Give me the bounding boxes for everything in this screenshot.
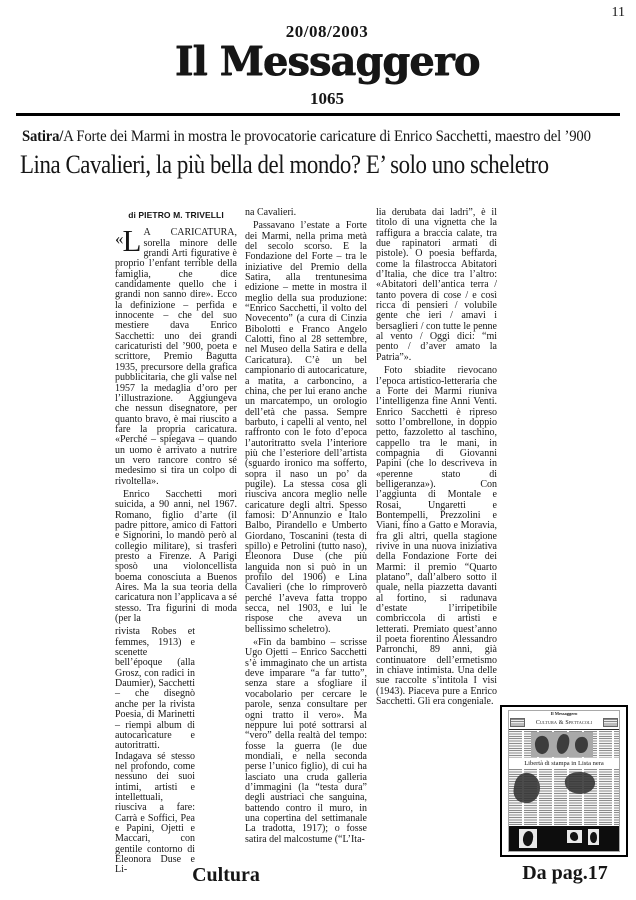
paragraph-4: «Fin da bambino – scrisse Ugo Ojetti – Enrico Sacchetti s’è immaginato che un artista deve imparare “a far tutto”, senza stare a sfogliare il vocabolario per cercare le parole, senza consultare per ogni tratto il vero». Ma neppure lui poté sottrarsi al “vero” della realtà del tempo: fosse la guerra (le due mondiali, e nella seconda perse l’unico figlio), di cui ha lasciato una cruda galleria d’immagini (la “testa dura” degli austriaci che sanguina, battendo contro il muro, in una copertina del settimanale La tradotta, 1917); o fosse satira del malcostume (“L’Ita- <box>245 637 367 845</box>
paragraph-1-text: A CARICATURA, sorella minore delle grandi Arti figurative è proprio l’enfant terrible della famiglia, che dice candidamente quello che i grandi non sanno dire». Ecco la definizione – perfida e innocente – che del suo mestiere dava Enrico Sacchetti: uno dei grandi caricaturisti del ’900, poeta e scrittore, Premio Bagutta 1935, precursore della grafica pubblicitaria, che gli valse nel 1957 la medaglia d’oro per l’illustrazione. Aggiungeva che nessun disegnatore, per quanto bravo, è mai riuscito a fare la propria caricatura. «Perché – spiegava – quando un uomo è arrivato a nutrire un vero rancore contro sé medesimo si tira un colpo di rivoltella». <box>115 227 237 487</box>
thumbnail-headline: Libertà di stampa in Lista nera <box>509 759 619 769</box>
article-body <box>115 208 505 888</box>
paragraph-3: Passavano l’estate a Forte dei Marmi, nella prima metà del secolo scorso. E la Fondazione del Forte – tra le iniziative del Premio della Satira, alla trentunesima edizione – mette in mostra il meglio della sua produzione: “Enrico Sacchetti, il volto del Novecento” (a cura di Cinzia Bibolotti e Franco Angelo Calotti, fino al 28 settembre, nel Museo della Satira e della Caricatura). C’è un bel campionario di autocaricature, a matita, a carboncino, a china, che per lui erano anche un marcatempo, un orologio dell’età che passa. Sempre barbuto, i capelli al vento, nel raffronto con le foto d’epoca l’autoritratto svela l’interiore più che l’esteriore dell’artista (sguardo ironico ma sofferto, sopra il naso un po’ da pugile). La stessa cosa gli riusciva ancora meglio nelle caricature degli altri. Spesso famosi: D’Annunzio e Italo Balbo, Pirandello e Umberto Giordano, Toscanini (testa di spillo) e Petrolini (tutto naso), Eleonora Duse (che più languida non si può in un profilo del 1906) e Lina Cavalieri (che lo rimproverò perché l’aveva fatta troppo secca, nel 1903, e lui le rispose che aveva un bellissimo scheletro). <box>245 220 367 635</box>
thumbnail-bottom-photo-strip <box>509 826 619 851</box>
thumbnail-mini-page <box>508 710 620 852</box>
header-divider-rule <box>16 113 620 116</box>
thumbnail-corner-box-left <box>510 718 525 727</box>
body-column-1 <box>115 208 237 879</box>
kicker-section-label: Satira/ <box>22 128 64 145</box>
paragraph-2: Enrico Sacchetti morì suicida, a 90 anni, nel 1967. Romano, figlio d’arte (il padre pittore, amico di Fattori e Signorini, lo mandò però al collegio militare), si trasferì presto a Firenze. A Parigi sposò una violoncellista boema conosciuta a Buenos Aires. Ma la sua teoria della caricatura non l’applicava a sé stesso. Tra figurini di moda (per la <box>115 488 237 625</box>
page-number: 11 <box>611 5 625 20</box>
column-3-continuation: lia derubata dai ladri”, è il titolo di una vignetta che la raffigura a braccia calate, tra due rapinatori armati di pistole). O poesia beffarda, come la filastrocca Abitatori d’Italia, che dice tra l’altro: «Abitatori dell’antica terra / tanto povera di cose / e così ricca di pensieri / volubile gente che ieri / amavi i bersaglieri / con tutte le penne al vento / Oggi dici: “mi pento / d’aver amato la Patria”». <box>376 207 497 363</box>
drop-cap <box>115 223 143 259</box>
paragraph-5: Foto sbiadite rievocano l’epoca artistico-letteraria che a Forte dei Marmi riuniva l’intelligenza fine Anni Venti. Enrico Sacchetti è ripreso sotto l’ombrellone, in doppio petto, fazzoletto al taschino, cappello tra le mani, in compagnia di Giovanni Papini (che lo descriveva in «perenne stato di belligeranza»). Con l’aggiunta di Montale e Rosai, Ungaretti e Bontempelli, Prezzolini e Viani, fino a Gatto e Moravia, fra gli altri, quella stagione rivive in una nuova iniziativa della Fondazione Forte dei Marmi: il premio “Quarto platano”, dall’albero sotto il quale, nella piazzetta davanti al fortino, si radunava d’estate l’irripetibile combriccola di artisti e letterati. Premiato quest’anno il poeta fiorentino Alessandro Parronchi, 89 anni, già continuatore dell’ermetismo in chiave intimista. Una delle sue raccolte s’intitola I visi (1943). Piaceva pure a Enrico Sacchetti. Gli era congeniale. <box>376 365 497 708</box>
issue-date: 20/08/2003 <box>285 22 369 41</box>
edition-number: 1065 <box>310 89 344 108</box>
body-column-2 <box>245 208 367 848</box>
thumbnail-rule <box>509 729 619 730</box>
paragraph-2-narrow-continuation: rivista Robes et femmes, 1913) e scenette bell’époque (alla Grosz, con radici in Daumier), Sacchetti – che disegnò anche per la rivista Poesia, di Marinetti – riempì album di autocaricature e autoritratti. Indagava sé stesso nel profondo, come nessuno dei suoi intimi, artisti e intellettuali, riusciva a fare: Carrà e Soffici, Pea e Papini, Ojetti e Maccari, con gentile contorno di Eleonora Duse e Li- <box>115 626 195 876</box>
column-2-continuation: na Cavalieri. <box>245 207 297 218</box>
section-footer-label: Cultura <box>192 864 260 886</box>
photo-figure <box>556 733 571 754</box>
thumbnail-section-banner <box>510 717 618 728</box>
paragraph-1 <box>115 223 237 487</box>
article-kicker <box>22 128 598 146</box>
related-page-thumbnail <box>500 705 628 857</box>
strip-photo <box>567 830 582 843</box>
newspaper-masthead: Il Messaggero <box>174 38 480 85</box>
from-page-reference: Da pag.17 <box>522 862 608 884</box>
strip-photo-figure <box>590 832 598 844</box>
drop-cap-letter: L <box>122 223 142 259</box>
photo-figure <box>534 735 551 755</box>
kicker-text: A Forte dei Marmi in mostra le provocatorie caricature di Enrico Sacchetti, maestro del ’900 <box>63 128 591 145</box>
article-headline: Lina Cavalieri, la più bella del mondo? E’ solo uno scheletro <box>20 150 549 179</box>
thumbnail-banner-text: Cultura & Spettacoli <box>535 719 593 726</box>
drop-cap-quote: « <box>115 229 123 249</box>
thumbnail-masthead: Il Messaggero <box>550 711 578 716</box>
strip-photo-figure <box>521 830 534 847</box>
thumbnail-corner-box-right <box>603 718 618 727</box>
thumbnail-photo <box>531 732 593 757</box>
strip-photo-figure <box>569 831 578 841</box>
body-column-3 <box>376 208 497 711</box>
strip-photo <box>588 829 599 845</box>
byline: di PIETRO M. TRIVELLI <box>128 210 224 220</box>
photo-figure <box>574 737 588 754</box>
strip-photo <box>519 829 537 848</box>
